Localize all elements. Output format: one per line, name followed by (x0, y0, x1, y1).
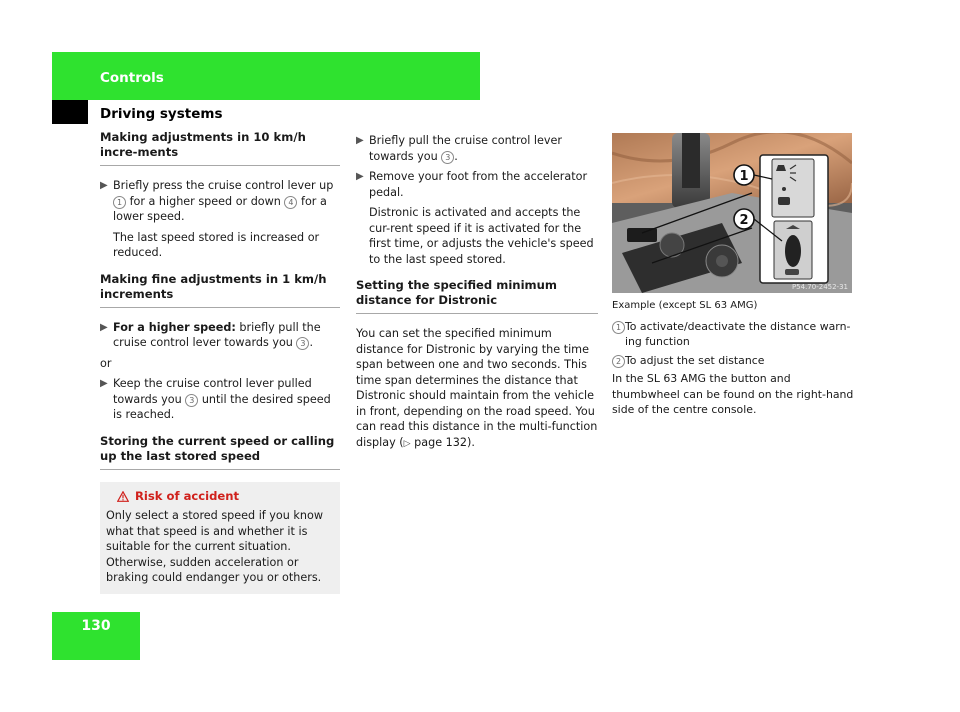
step-note: Distronic is activated and accepts the cur-rent speed if it is activated for the first time, or adjusts the vehicle's speed to the last speed stored. (369, 206, 594, 266)
callout-1-icon: 1 (113, 196, 126, 209)
subsection-title: Driving systems (100, 106, 223, 122)
page-reference-icon: ▷ (403, 438, 411, 449)
column-right (612, 298, 856, 423)
page-number: 130 (81, 618, 111, 634)
callout-4-icon: 4 (284, 196, 297, 209)
legend-item-1: 1 To activate/deactivate the distance warn-ing function (612, 319, 856, 350)
callout-3-icon: 3 (185, 394, 198, 407)
page-reference-link[interactable]: page 132). (414, 435, 475, 449)
heading-10kmh: Making adjustments in 10 km/h incre-ments (100, 130, 340, 166)
heading-storing-speed: Storing the current speed or calling up the last stored speed (100, 434, 340, 470)
warning-triangle-icon (117, 491, 129, 502)
heading-min-distance: Setting the specified minimum distance for Distronic (356, 278, 598, 314)
callout-1-icon: 1 (612, 321, 625, 334)
step-higher-speed: ▶ For a higher speed: briefly pull the cruise control lever towards you 3 . (100, 320, 321, 349)
column-middle (356, 133, 598, 457)
step-arrow-icon: ▶ (356, 135, 364, 146)
step-note: The last speed stored is increased or reduced. (113, 230, 320, 259)
control-panel-photo (612, 133, 852, 293)
step-keep-pulled: ▶ Keep the cruise control lever pulled towards you 3 until the desired speed is reached. (100, 377, 331, 421)
photo-callout-1: 1 (739, 169, 749, 184)
photo-code: P54.70-2452-31 (791, 283, 848, 291)
photo-callout-2: 2 (739, 213, 749, 228)
column-left (100, 130, 340, 594)
callout-2-icon: 2 (612, 355, 625, 368)
heading-1kmh: Making fine adjustments in 1 km/h increments (100, 272, 340, 308)
warning-text: Only select a stored speed if you know what that speed is and whether it is suitable for the current situation. Otherwise, sudden acceleration or braking could endanger you or others. (106, 509, 323, 584)
warning-box (100, 482, 340, 594)
step-arrow-icon: ▶ (100, 321, 108, 333)
distance-paragraph: You can set the specified minimum distance for Distronic by varying the time span between one and two seconds. This time span determines the distance that Distronic should maintain from the vehicle in front, depending on the road speed. You can read this distance in the multi-function display (▷ page 132). (356, 327, 598, 449)
step-arrow-icon: ▶ (100, 378, 108, 389)
warning-title: Risk of accident (135, 488, 240, 503)
step-pull-lever: ▶ Briefly pull the cruise control lever towards you 3 . (356, 134, 563, 163)
callout-3-icon: 3 (296, 337, 309, 350)
photo-caption: Example (except SL 63 AMG) (612, 300, 758, 311)
step-press-lever: ▶ Briefly press the cruise control lever up 1 for a higher speed or down 4 for a lower speed. (100, 179, 334, 223)
section-title: Controls (100, 70, 164, 86)
amg-note: In the SL 63 AMG the button and thumbwheel can be found on the right-hand side of the centre console. (612, 372, 854, 416)
callout-3-icon: 3 (441, 151, 454, 164)
step-remove-foot: ▶ Remove your foot from the accelerator pedal. (356, 170, 588, 199)
header-marker (52, 100, 88, 124)
step-arrow-icon: ▶ (100, 180, 108, 191)
or-text: or (100, 356, 112, 370)
step-arrow-icon: ▶ (356, 171, 364, 182)
legend-item-2: 2 To adjust the set distance (612, 353, 856, 369)
